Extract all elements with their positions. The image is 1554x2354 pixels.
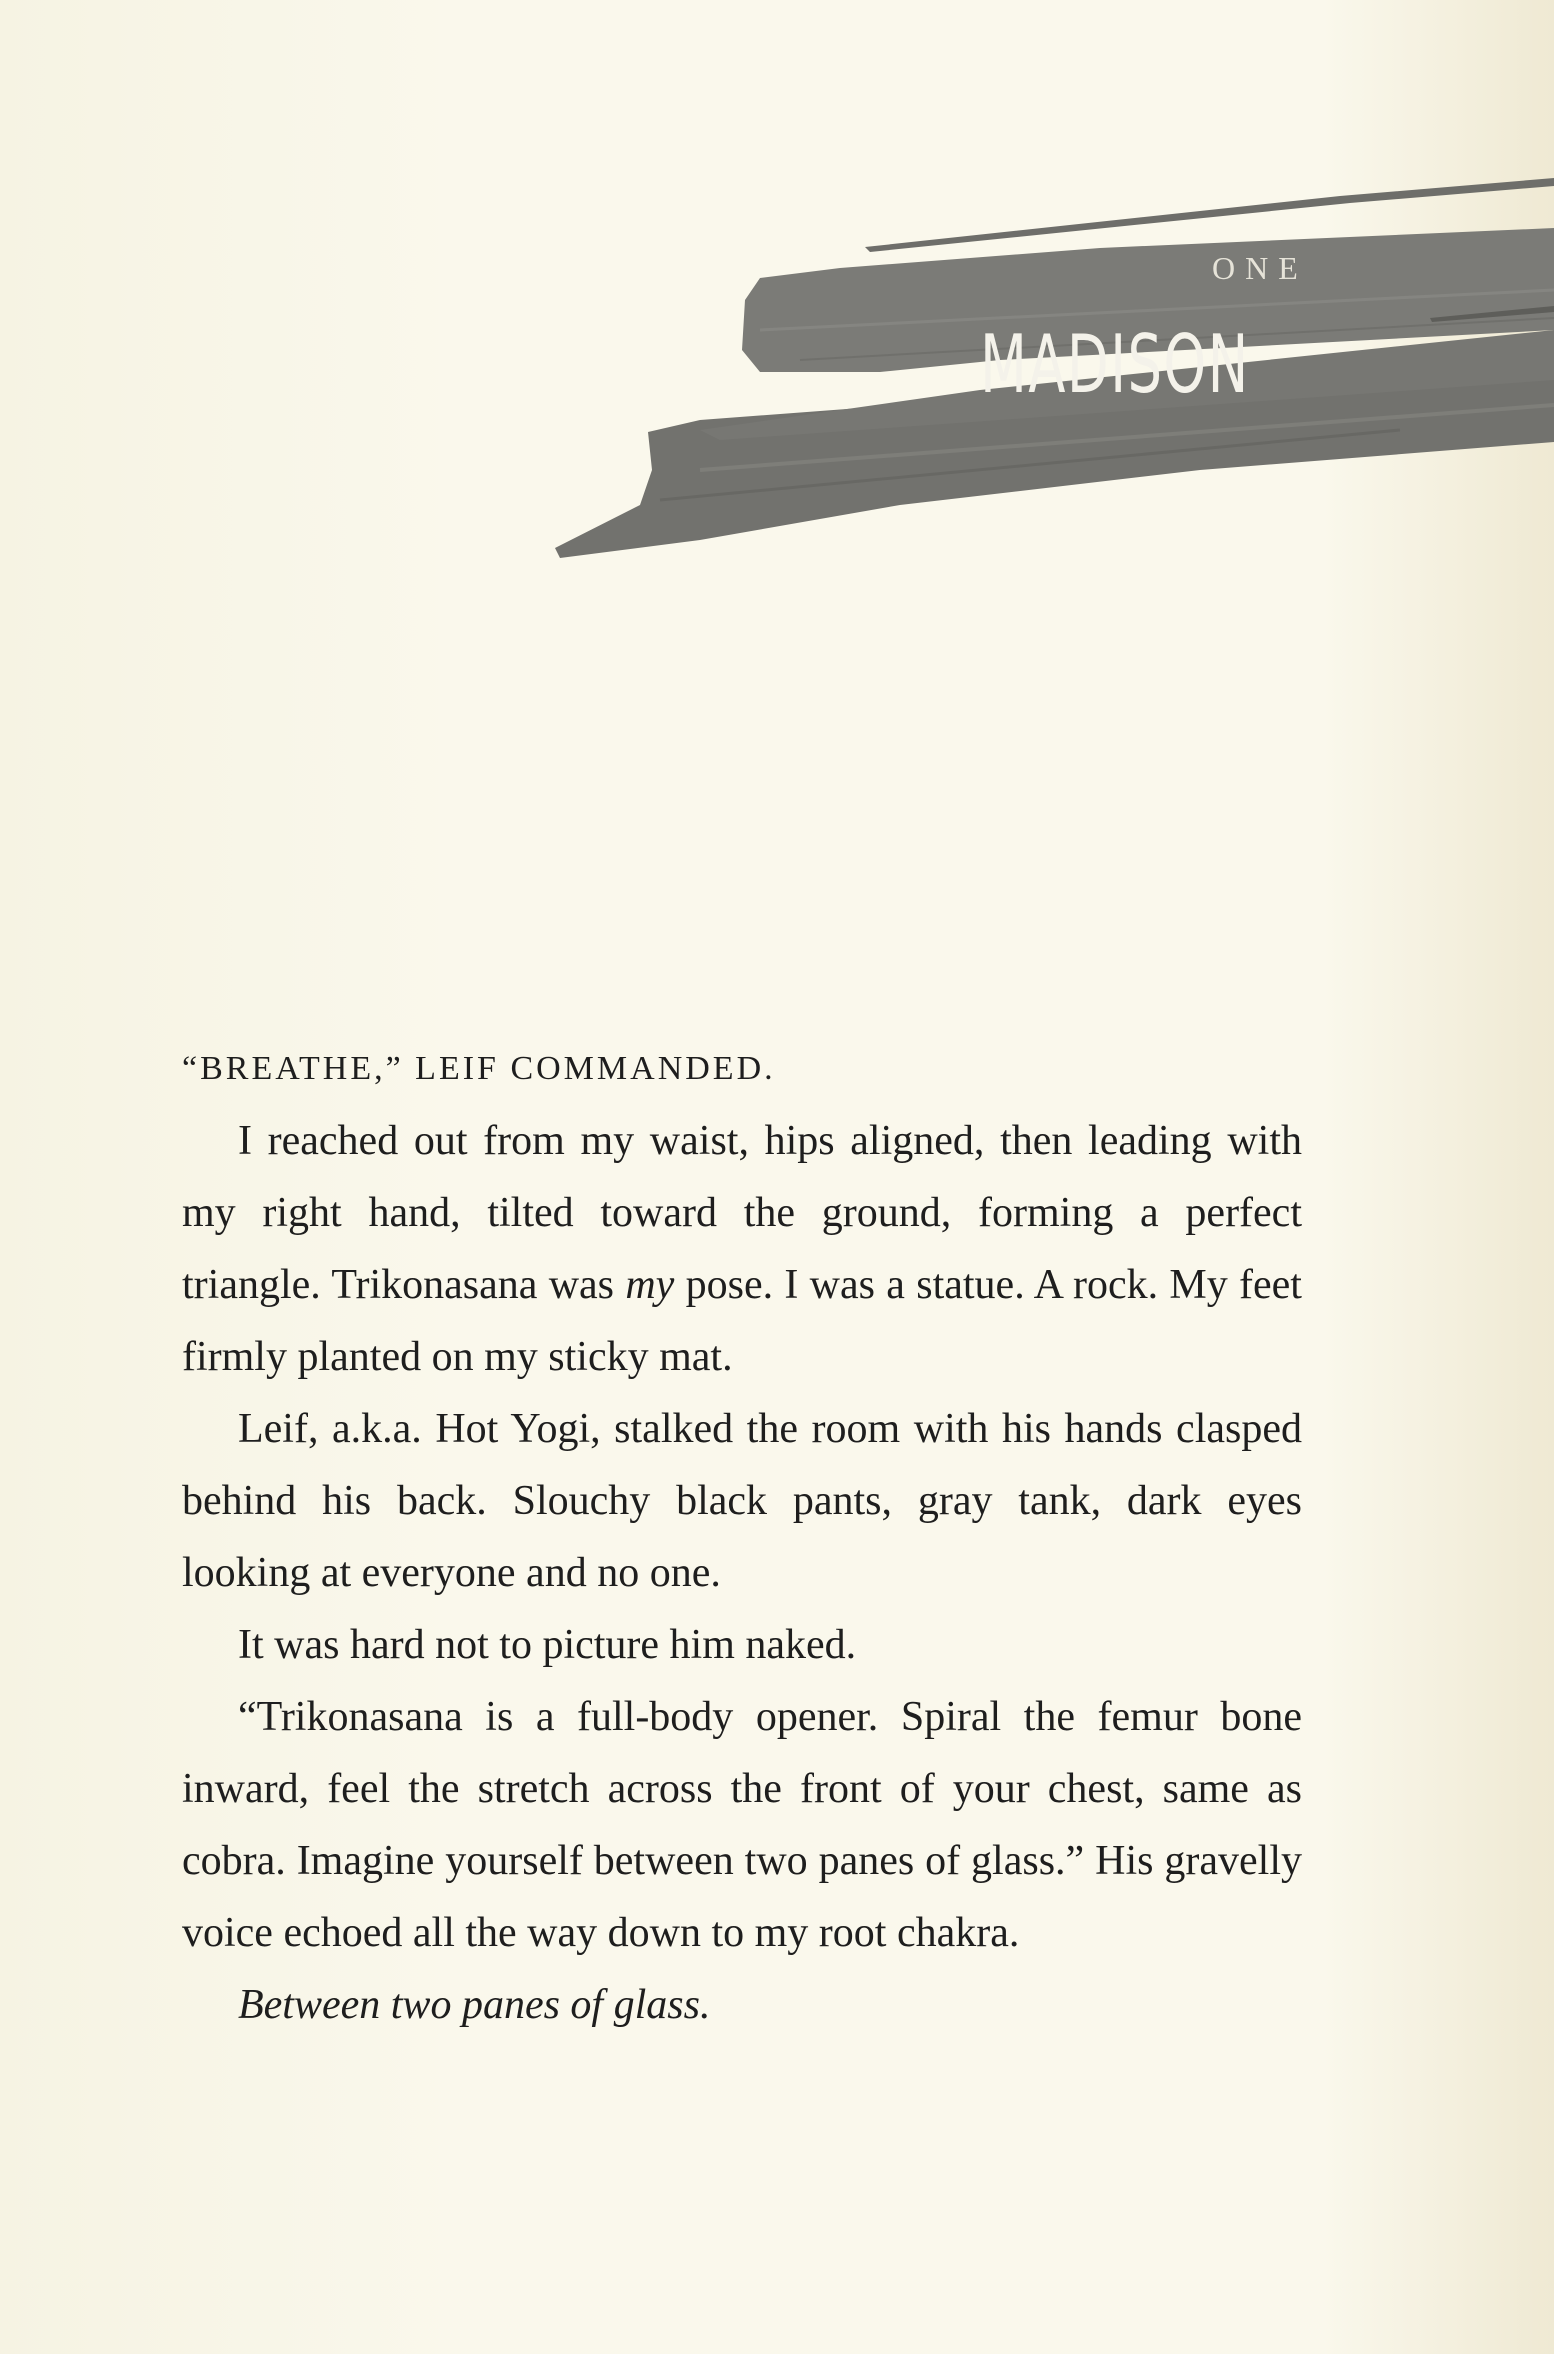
body-text xyxy=(182,1033,1302,2041)
chapter-number: ONE xyxy=(1212,250,1308,286)
emphasis-text: my xyxy=(625,1262,675,1308)
paragraph: Leif, a.k.a. Hot Yogi, stalked the room with his hands clasped behind his back. Slouchy black pants, gray tank, dark eyes looking at everyone and no one. xyxy=(182,1406,1302,1596)
text-run: pose. I was a statue. A rock. My feet firmly planted on my sticky mat. xyxy=(182,1262,1302,1380)
chapter-title: MADISON xyxy=(980,318,1250,411)
italic-line: Between two panes of glass. xyxy=(238,1982,711,2028)
paragraph: “Trikonasana is a full-body opener. Spiral the femur bone inward, feel the stretch across the front of your chest, same as cobra. Imagine yourself between two panes of glass.” His gravelly voice echoed all the way down to my root chakra. xyxy=(182,1694,1302,1956)
text-run: I reached out from my waist, hips aligned, then leading with my right hand, tilted toward the ground, forming a perfect triangle. Trikonasana was xyxy=(182,1118,1302,1308)
paragraph: It was hard not to picture him naked. xyxy=(238,1622,857,1668)
paragraph xyxy=(182,1105,1302,1393)
brush-stroke-banner xyxy=(0,0,1554,600)
opening-line: “BREATHE,” LEIF COMMANDED. xyxy=(182,1050,776,1087)
